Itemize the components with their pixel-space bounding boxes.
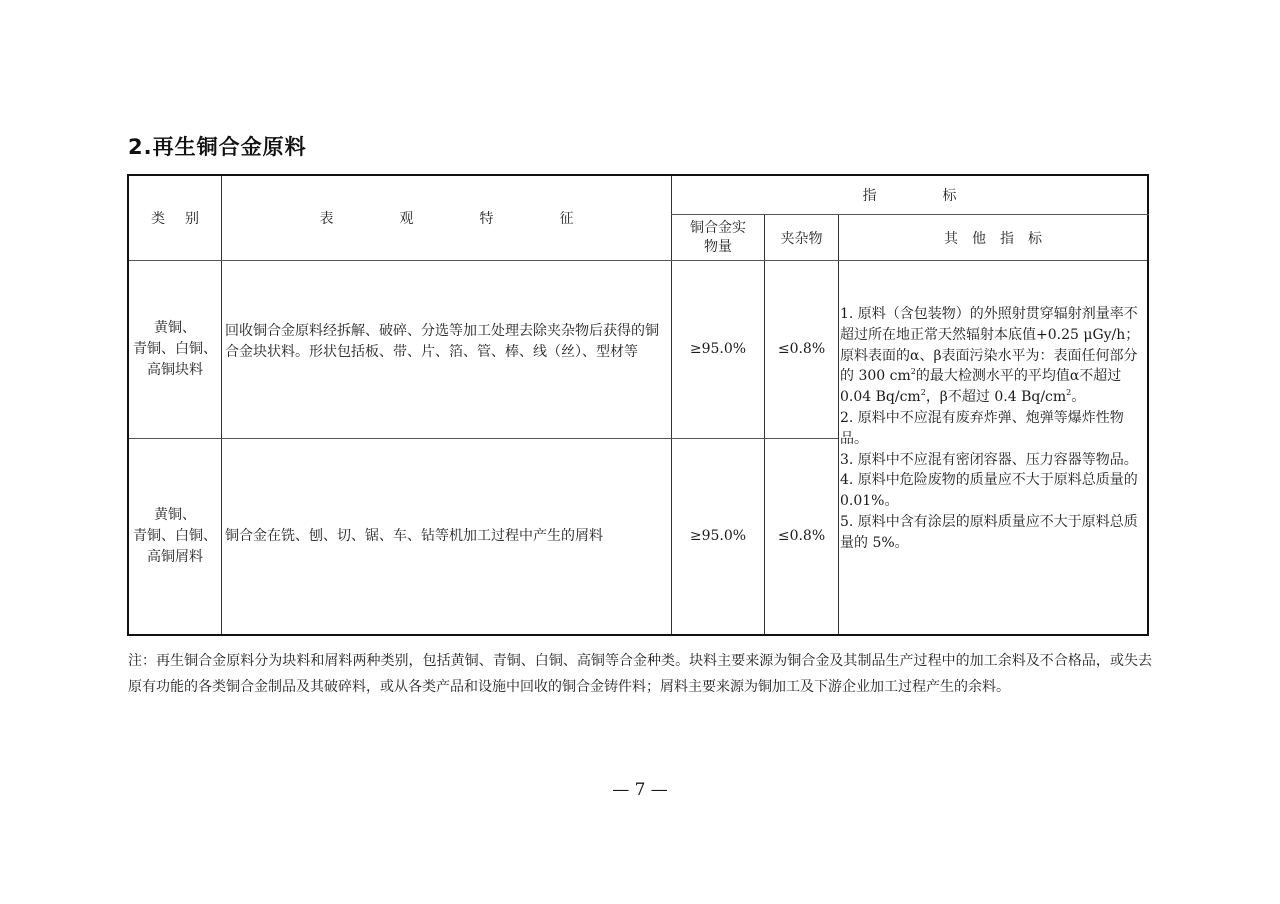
header-appearance — [222, 176, 671, 260]
item-1-text: 1. 原料（含包装物）的外照射贯穿辐射剂量率不超过所在地正常天然辐射本底值+0.25 μGy/h；原料表面的α、β表面污染水平为：表面任何部分的 300 cm — [840, 306, 1140, 385]
header-impurities-label: 夹杂物 — [780, 230, 823, 247]
header-category — [129, 176, 221, 260]
row-1-copper-content — [672, 261, 764, 438]
row-2-impurities — [765, 439, 838, 634]
item-1-text: ，β不超过 0.4 Bq/cm — [925, 389, 1067, 406]
materials-table — [127, 174, 1149, 636]
other-indicator-item-2: 2. 原料中不应混有废弃炸弹、炮弹等爆炸性物品。 — [840, 409, 1124, 447]
other-indicator-item-4: 4. 原料中危险废物的质量应不大于原料总质量的 0.01%。 — [840, 472, 1138, 510]
other-indicator-item-3: 3. 原料中不应混有密闭容器、压力容器等物品。 — [840, 451, 1138, 468]
row-1-impurities — [765, 261, 838, 438]
category-line: 青铜、白铜、 — [133, 341, 217, 357]
category-line: 黄铜、 — [154, 320, 196, 336]
header-copper-content-label: 铜合金实物量 — [690, 219, 746, 255]
other-indicators — [840, 304, 1148, 554]
item-1-text: 的最大检测水平的平均值α不超过 0.04 Bq/cm — [840, 368, 1122, 406]
row-divider — [129, 260, 1147, 261]
col-divider — [838, 214, 839, 634]
header-impurities — [765, 215, 838, 260]
section-title: 2.再生铜合金原料 — [128, 135, 307, 159]
header-indicators-label: 指标 — [862, 188, 1023, 204]
row-2-copper-content — [672, 439, 764, 634]
row-2-category — [129, 439, 221, 634]
other-indicator-item-5: 5. 原料中含有涂层的原料质量应不大于原料总质量的 5%。 — [840, 513, 1138, 551]
row-1-appearance-text: 回收铜合金原料经拆解、破碎、分选等加工处理去除夹杂物后获得的铜合金块状料。形状包括板、带、片、箔、管、棒、线（丝）、型材等 — [225, 323, 659, 360]
row-1-impurities-value: ≤0.8% — [777, 341, 826, 357]
superscript: 2 — [1066, 388, 1072, 398]
other-indicator-item-1 — [840, 304, 1148, 408]
table-note: 注：再生铜合金原料分为块料和屑料两种类别，包括黄铜、青铜、白铜、高铜等合金种类。块料主要来源为铜合金及其制品生产过程中的加工余料及不合格品，或失去原有功能的各类铜合金制品及其破碎料，或从各类产品和设施中回收的铜合金铸件料；屑料主要来源为铜加工及下游企业加工过程产生的余料。 — [128, 653, 1152, 695]
item-1-text: 。 — [1071, 389, 1086, 406]
category-line: 青铜、白铜、 — [133, 528, 217, 544]
category-line: 黄铜、 — [154, 507, 196, 523]
header-other — [839, 215, 1147, 260]
row-1-category — [129, 261, 221, 438]
header-appearance-label: 表观特征 — [319, 211, 640, 227]
category-line: 高铜屑料 — [147, 549, 203, 565]
page-number: — 7 — — [612, 780, 668, 800]
row-2-appearance — [225, 439, 669, 634]
row-2-impurities-value: ≤0.8% — [777, 528, 826, 544]
row-2-appearance-text: 铜合金在铣、刨、切、锯、车、钻等机加工过程中产生的屑料 — [225, 528, 603, 544]
row-1-appearance — [225, 321, 669, 363]
header-other-label: 其他指标 — [944, 230, 1056, 247]
superscript: 2 — [910, 367, 916, 377]
category-line: 高铜块料 — [147, 362, 203, 378]
superscript: 2 — [920, 388, 926, 398]
header-category-label: 类别 — [151, 211, 219, 227]
row-1-copper-content-value: ≥95.0% — [689, 341, 747, 357]
header-indicators — [672, 176, 1147, 214]
row-2-copper-content-value: ≥95.0% — [689, 528, 747, 544]
header-copper-content — [672, 215, 764, 260]
